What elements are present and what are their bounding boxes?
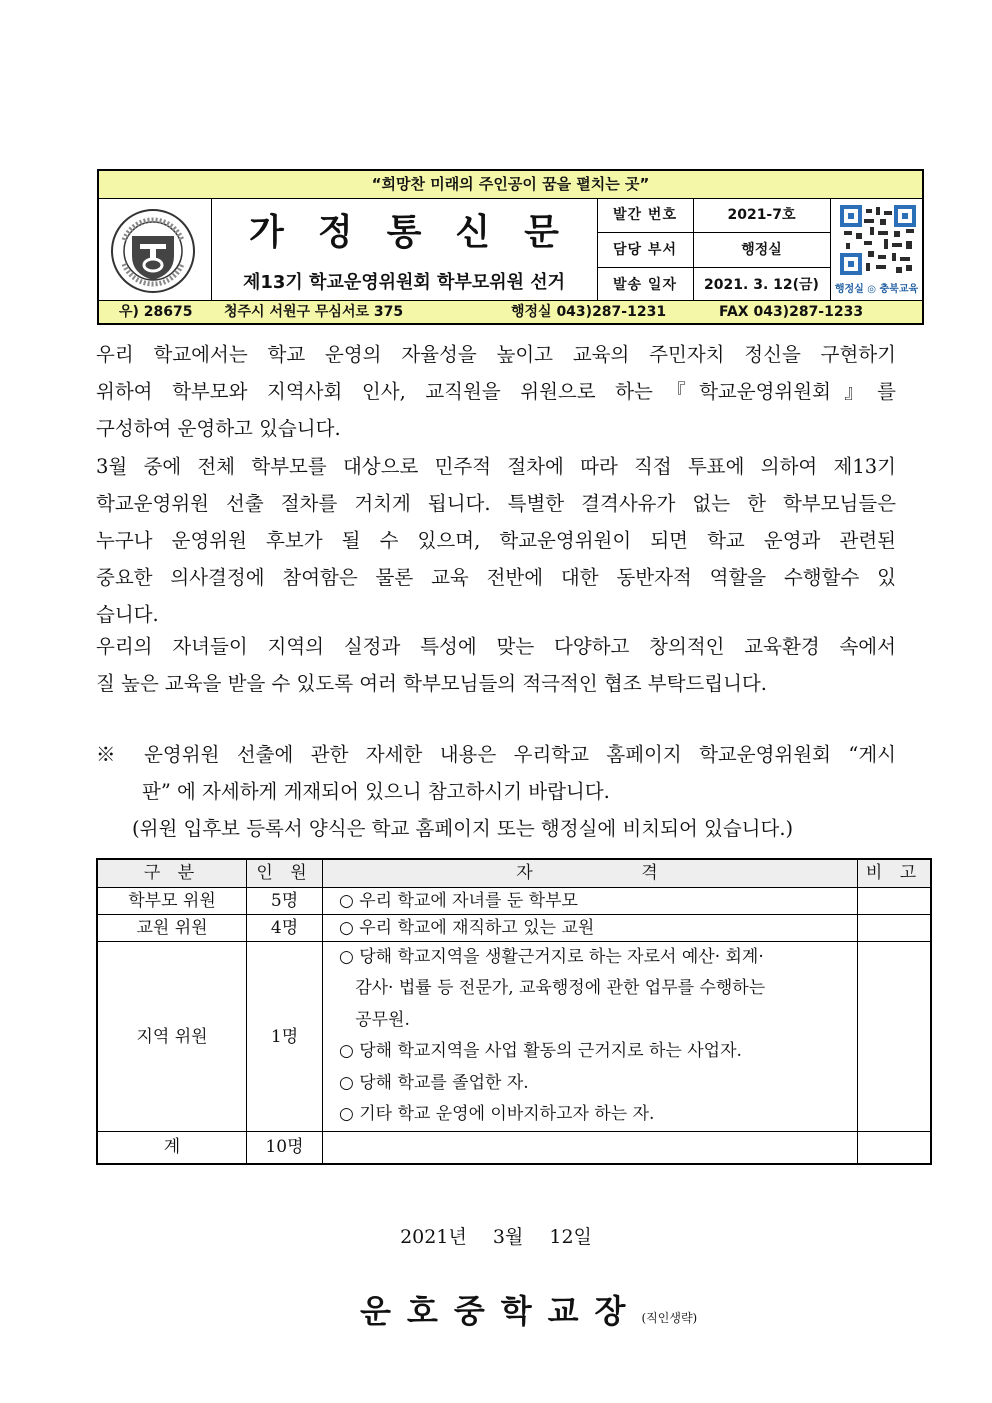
paragraph-request: [96, 628, 896, 702]
office-phone: 행정실 043)287-1231: [511, 304, 667, 320]
text-line: 습니다.: [96, 603, 159, 626]
logo-cell: [99, 198, 212, 303]
text-line: (위원 입후보 등록서 양식은 학교 홈페이지 또는 행정실에 비치되어 있습니다.): [132, 817, 794, 840]
newsletter-title: 가정통신문: [249, 211, 593, 253]
qr-caption: 행정실 ◎ 충북교육: [834, 284, 919, 295]
info-row-department: [597, 233, 830, 268]
qualification-item: 감사· 법률 등 전문가, 교육행정에 관한 업무를 수행하는: [339, 978, 766, 998]
text-line: 질 높은 교육을 받을 수 있도록 여러 학부모님들의 적극적인 협조 부탁드립니다.: [96, 672, 767, 695]
table-cell-note: [858, 1132, 930, 1163]
table-cell-qualification: ○ 우리 학교에 자녀를 둔 학부모: [323, 888, 858, 915]
qualification-item: ○ 당해 학교를 졸업한 자.: [339, 1073, 529, 1093]
table-cell-note: [858, 942, 930, 1132]
text-line: 위하여 학부모와 지역사회 인사, 교직원을 위원으로 하는『학교운영위원회』를: [96, 380, 896, 403]
text-line: 구성하여 운영하고 있습니다.: [96, 417, 341, 440]
qualification-item: ○ 기타 학교 운영에 이바지하고자 하는 자.: [339, 1104, 655, 1124]
info-value: 행정실: [741, 242, 782, 258]
principal-signature: [360, 1286, 697, 1332]
text-line: 판” 에 자세하게 게재되어 있으니 참고하시기 바랍니다.: [142, 780, 610, 803]
street-address: 청주시 서원구 무심서로 375: [224, 304, 404, 320]
qr-code-icon: [840, 205, 916, 275]
signer-name: 운호중학교장: [360, 1292, 642, 1330]
table-header-category: 구 분: [98, 860, 247, 888]
table-cell-note: [858, 915, 930, 942]
committee-composition-table: [96, 858, 932, 1165]
table-header-count: 인 원: [247, 860, 323, 888]
issue-info: [597, 198, 830, 303]
postal-code: 우) 28675: [119, 304, 193, 320]
school-address-bar: [99, 300, 922, 323]
info-key: 발간 번호: [597, 198, 694, 232]
date-day: 12일: [549, 1226, 592, 1248]
office-fax: FAX 043)287-1233: [719, 304, 864, 320]
school-emblem-icon: [110, 208, 196, 294]
qr-cell: [830, 198, 922, 303]
table-cell-count: 4명: [247, 915, 323, 942]
qualification-item: ○ 당해 학교지역을 생활근거지로 하는 자로서 예산· 회계·: [339, 947, 764, 967]
paragraph-election: [96, 448, 896, 633]
title-cell: [211, 198, 598, 303]
table-cell-qualification: ○ 우리 학교에 재직하고 있는 교원: [323, 915, 858, 942]
text-line: 우리의 자녀들이 지역의 실정과 특성에 맞는 다양하고 창의적인 교육환경 속에서: [96, 635, 896, 658]
table-cell-total-count: 10명: [247, 1132, 323, 1163]
text-line: 우리 학교에서는 학교 운영의 자율성을 높이고 교육의 주민자치 정신을 구현하기: [96, 343, 896, 366]
text-line: ※ 운영위원 선출에 관한 자세한 내용은 우리학교 홈페이지 학교운영위원회 “게시: [96, 743, 896, 766]
text-line: 중요한 의사결정에 참여함은 물론 교육 전반에 대한 동반자적 역할을 수행할수 있: [96, 566, 896, 589]
newsletter-header: [97, 169, 924, 325]
table-cell-category: 지역 위원: [98, 942, 247, 1132]
info-value: 2021-7호: [727, 207, 796, 223]
info-key: 발송 일자: [597, 268, 694, 303]
date-year: 2021년: [400, 1226, 467, 1248]
info-row-send-date: [597, 268, 830, 303]
newsletter-subtitle: 제13기 학교운영위원회 학부모위원 선거: [242, 272, 566, 293]
table-cell-total-label: 계: [98, 1132, 247, 1163]
table-cell-qualification-list: [323, 942, 858, 1132]
qualification-item: ○ 당해 학교지역을 사업 활동의 근거지로 하는 사업자.: [339, 1041, 742, 1061]
table-header-qualification: 자 격: [323, 860, 858, 888]
issue-date: [0, 1222, 992, 1249]
seal-omitted-note: (직인생략): [641, 1311, 698, 1325]
table-cell-count: 5명: [247, 888, 323, 915]
table-cell-category: 학부모 위원: [98, 888, 247, 915]
date-month: 3월: [492, 1226, 524, 1248]
text-line: 3월 중에 전체 학부모를 대상으로 민주적 절차에 따라 직접 투표에 의하여 제13기: [96, 455, 896, 478]
table-cell-qualification: [323, 1132, 858, 1163]
table-cell-count: 1명: [247, 942, 323, 1132]
paragraph-intro: [96, 336, 896, 447]
text-line: 학교운영위원 선출 절차를 거치게 됩니다. 특별한 결격사유가 없는 한 학부모님들은: [96, 492, 896, 515]
school-motto: “희망찬 미래의 주인공이 꿈을 펼치는 곳”: [99, 171, 922, 199]
info-value: 2021. 3. 12(금): [704, 277, 819, 293]
info-row-issue-no: [597, 198, 830, 233]
reference-note: [96, 736, 896, 848]
table-cell-category: 교원 위원: [98, 915, 247, 942]
info-key: 담당 부서: [597, 233, 694, 267]
text-line: 누구나 운영위원 후보가 될 수 있으며, 학교운영위원이 되면 학교 운영과 관련된: [96, 529, 896, 552]
qualification-item: 공무원.: [339, 1010, 410, 1030]
table-header-note: 비 고: [858, 860, 930, 888]
table-cell-note: [858, 888, 930, 915]
